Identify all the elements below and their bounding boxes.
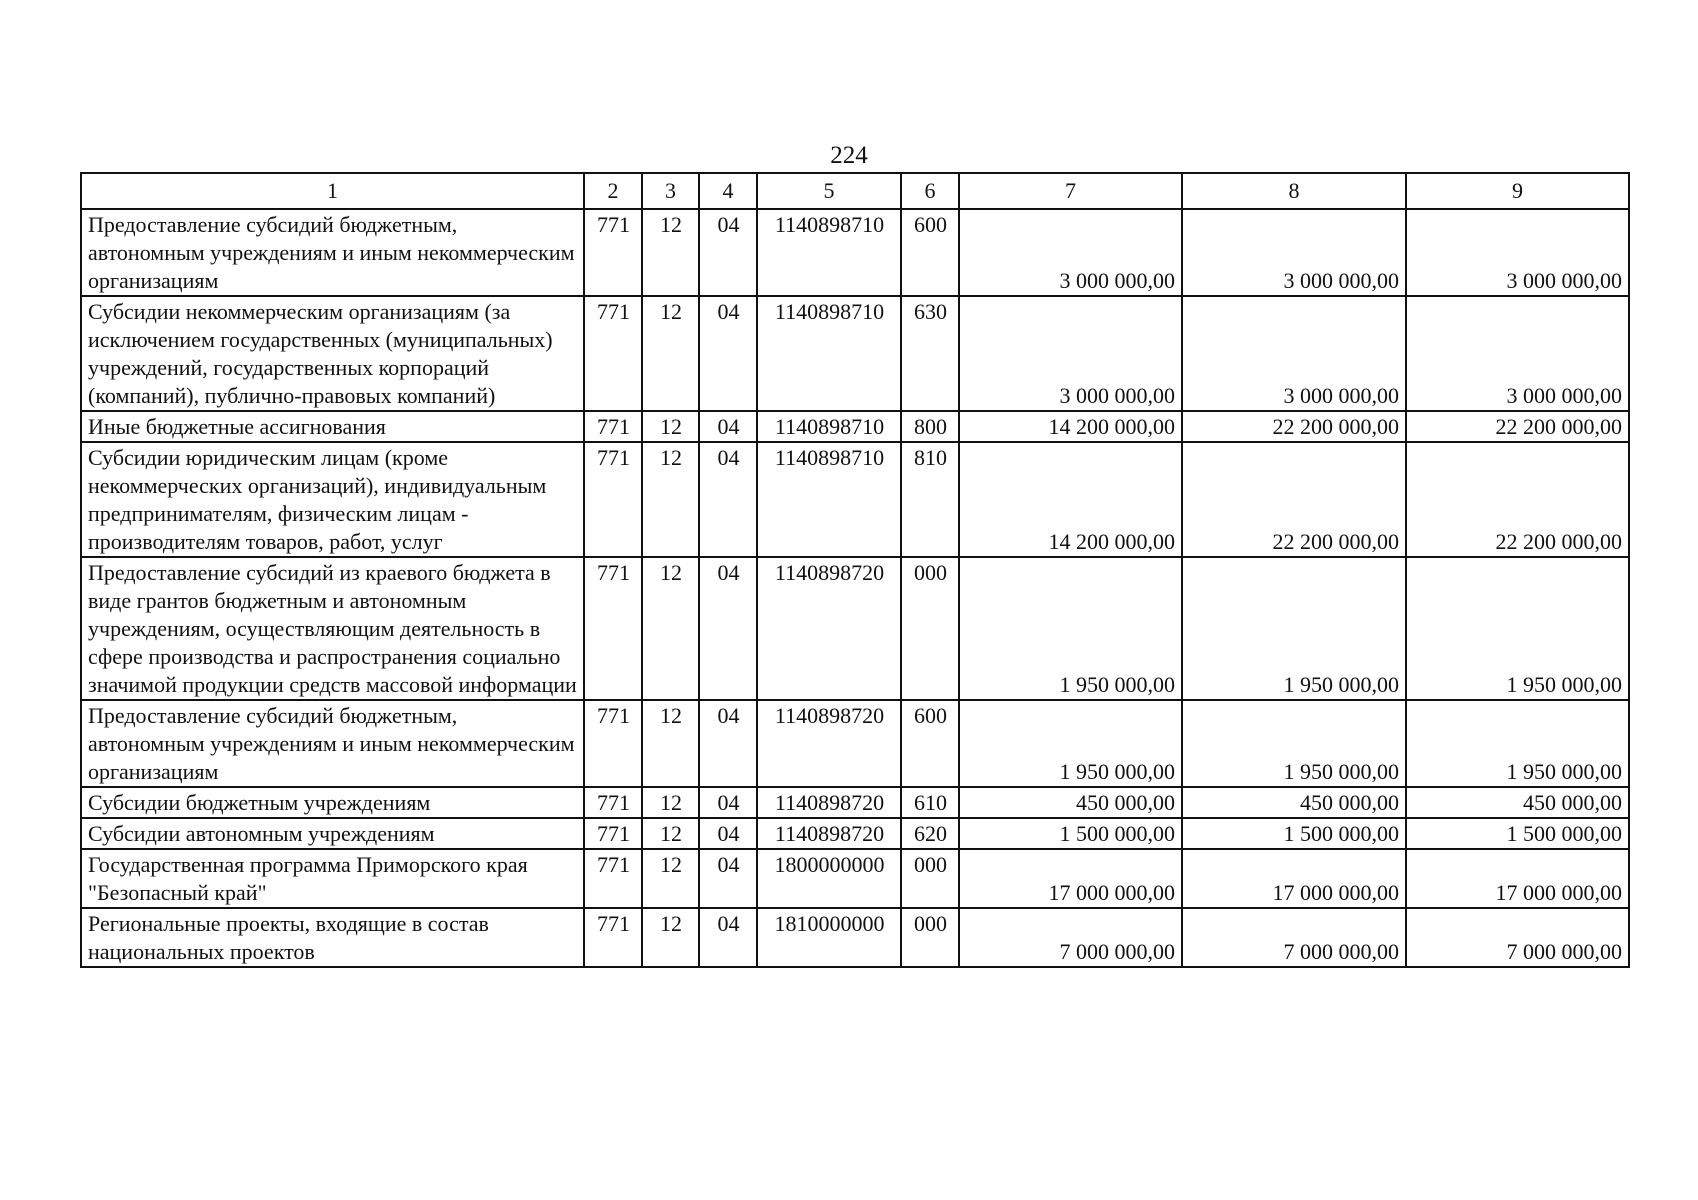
table-row — [81, 411, 1629, 442]
subsection-code-cell: 04 — [699, 818, 757, 849]
amount-col8-cell: 3 000 000,00 — [1182, 209, 1406, 296]
column-header: 9 — [1406, 173, 1629, 209]
account-code-cell: 771 — [584, 908, 642, 967]
target-article-cell: 1140898720 — [757, 557, 901, 700]
expense-type-cell: 620 — [901, 818, 959, 849]
amount-col7-cell: 14 200 000,00 — [959, 442, 1182, 557]
amount-col9-cell: 7 000 000,00 — [1406, 908, 1629, 967]
amount-col7-cell: 1 950 000,00 — [959, 700, 1182, 787]
table-header-row — [81, 173, 1629, 209]
table-row — [81, 849, 1629, 908]
row-name-cell: Предоставление субсидий бюджетным, автономным учреждениям и иным некоммерческим организациям — [81, 209, 584, 296]
account-code-cell: 771 — [584, 411, 642, 442]
section-code-cell: 12 — [642, 700, 699, 787]
target-article-cell: 1140898720 — [757, 818, 901, 849]
amount-col8-cell: 7 000 000,00 — [1182, 908, 1406, 967]
section-code-cell: 12 — [642, 296, 699, 411]
amount-col9-cell: 17 000 000,00 — [1406, 849, 1629, 908]
amount-col8-cell: 22 200 000,00 — [1182, 411, 1406, 442]
target-article-cell: 1810000000 — [757, 908, 901, 967]
section-code-cell: 12 — [642, 818, 699, 849]
account-code-cell: 771 — [584, 787, 642, 818]
amount-col7-cell: 17 000 000,00 — [959, 849, 1182, 908]
expense-type-cell: 000 — [901, 908, 959, 967]
subsection-code-cell: 04 — [699, 209, 757, 296]
amount-col7-cell: 1 950 000,00 — [959, 557, 1182, 700]
account-code-cell: 771 — [584, 296, 642, 411]
table-row — [81, 442, 1629, 557]
section-code-cell: 12 — [642, 557, 699, 700]
amount-col7-cell: 450 000,00 — [959, 787, 1182, 818]
subsection-code-cell: 04 — [699, 787, 757, 818]
amount-col8-cell: 450 000,00 — [1182, 787, 1406, 818]
row-name-cell: Предоставление субсидий из краевого бюджета в виде грантов бюджетным и автономным учреждениям, осуществляющим деятельность в сфере производства и распространения социально значимой продукции средств массовой информации — [81, 557, 584, 700]
row-name-cell: Субсидии некоммерческим организациям (за исключением государственных (муниципальных) учреждений, государственных корпораций (компаний), публично-правовых компаний) — [81, 296, 584, 411]
section-code-cell: 12 — [642, 411, 699, 442]
section-code-cell: 12 — [642, 442, 699, 557]
amount-col8-cell: 22 200 000,00 — [1182, 442, 1406, 557]
amount-col7-cell: 3 000 000,00 — [959, 296, 1182, 411]
amount-col7-cell: 7 000 000,00 — [959, 908, 1182, 967]
subsection-code-cell: 04 — [699, 296, 757, 411]
amount-col9-cell: 1 950 000,00 — [1406, 557, 1629, 700]
expense-type-cell: 630 — [901, 296, 959, 411]
account-code-cell: 771 — [584, 557, 642, 700]
expense-type-cell: 000 — [901, 557, 959, 700]
subsection-code-cell: 04 — [699, 557, 757, 700]
column-header: 2 — [584, 173, 642, 209]
table-row — [81, 908, 1629, 967]
section-code-cell: 12 — [642, 908, 699, 967]
table-row — [81, 818, 1629, 849]
account-code-cell: 771 — [584, 700, 642, 787]
amount-col7-cell: 3 000 000,00 — [959, 209, 1182, 296]
column-header: 7 — [959, 173, 1182, 209]
amount-col8-cell: 1 950 000,00 — [1182, 700, 1406, 787]
target-article-cell: 1140898720 — [757, 787, 901, 818]
target-article-cell: 1140898710 — [757, 209, 901, 296]
column-header: 5 — [757, 173, 901, 209]
subsection-code-cell: 04 — [699, 411, 757, 442]
amount-col8-cell: 1 500 000,00 — [1182, 818, 1406, 849]
target-article-cell: 1140898710 — [757, 411, 901, 442]
row-name-cell: Субсидии бюджетным учреждениям — [81, 787, 584, 818]
column-header: 8 — [1182, 173, 1406, 209]
account-code-cell: 771 — [584, 209, 642, 296]
subsection-code-cell: 04 — [699, 700, 757, 787]
amount-col8-cell: 3 000 000,00 — [1182, 296, 1406, 411]
table-row — [81, 296, 1629, 411]
subsection-code-cell: 04 — [699, 908, 757, 967]
row-name-cell: Субсидии автономным учреждениям — [81, 818, 584, 849]
target-article-cell: 1140898710 — [757, 296, 901, 411]
expense-type-cell: 800 — [901, 411, 959, 442]
amount-col9-cell: 3 000 000,00 — [1406, 296, 1629, 411]
target-article-cell: 1140898720 — [757, 700, 901, 787]
expense-type-cell: 810 — [901, 442, 959, 557]
amount-col7-cell: 14 200 000,00 — [959, 411, 1182, 442]
section-code-cell: 12 — [642, 787, 699, 818]
amount-col7-cell: 1 500 000,00 — [959, 818, 1182, 849]
account-code-cell: 771 — [584, 442, 642, 557]
amount-col9-cell: 1 500 000,00 — [1406, 818, 1629, 849]
section-code-cell: 12 — [642, 849, 699, 908]
table-body — [81, 209, 1629, 967]
account-code-cell: 771 — [584, 818, 642, 849]
amount-col8-cell: 1 950 000,00 — [1182, 557, 1406, 700]
row-name-cell: Иные бюджетные ассигнования — [81, 411, 584, 442]
table-row — [81, 209, 1629, 296]
subsection-code-cell: 04 — [699, 849, 757, 908]
table-row — [81, 557, 1629, 700]
page-number: 224 — [830, 142, 868, 169]
expense-type-cell: 600 — [901, 209, 959, 296]
row-name-cell: Региональные проекты, входящие в состав национальных проектов — [81, 908, 584, 967]
table-row — [81, 787, 1629, 818]
column-header: 1 — [81, 173, 584, 209]
expense-type-cell: 000 — [901, 849, 959, 908]
amount-col8-cell: 17 000 000,00 — [1182, 849, 1406, 908]
amount-col9-cell: 22 200 000,00 — [1406, 442, 1629, 557]
subsection-code-cell: 04 — [699, 442, 757, 557]
column-header: 4 — [699, 173, 757, 209]
target-article-cell: 1800000000 — [757, 849, 901, 908]
row-name-cell: Государственная программа Приморского края "Безопасный край" — [81, 849, 584, 908]
amount-col9-cell: 22 200 000,00 — [1406, 411, 1629, 442]
target-article-cell: 1140898710 — [757, 442, 901, 557]
amount-col9-cell: 3 000 000,00 — [1406, 209, 1629, 296]
amount-col9-cell: 1 950 000,00 — [1406, 700, 1629, 787]
expense-type-cell: 600 — [901, 700, 959, 787]
section-code-cell: 12 — [642, 209, 699, 296]
row-name-cell: Субсидии юридическим лицам (кроме некоммерческих организаций), индивидуальным предпринимателям, физическим лицам - производителям товаров, работ, услуг — [81, 442, 584, 557]
expense-type-cell: 610 — [901, 787, 959, 818]
amount-col9-cell: 450 000,00 — [1406, 787, 1629, 818]
account-code-cell: 771 — [584, 849, 642, 908]
row-name-cell: Предоставление субсидий бюджетным, автономным учреждениям и иным некоммерческим организациям — [81, 700, 584, 787]
budget-table — [80, 172, 1630, 968]
column-header: 3 — [642, 173, 699, 209]
column-header: 6 — [901, 173, 959, 209]
table-row — [81, 700, 1629, 787]
